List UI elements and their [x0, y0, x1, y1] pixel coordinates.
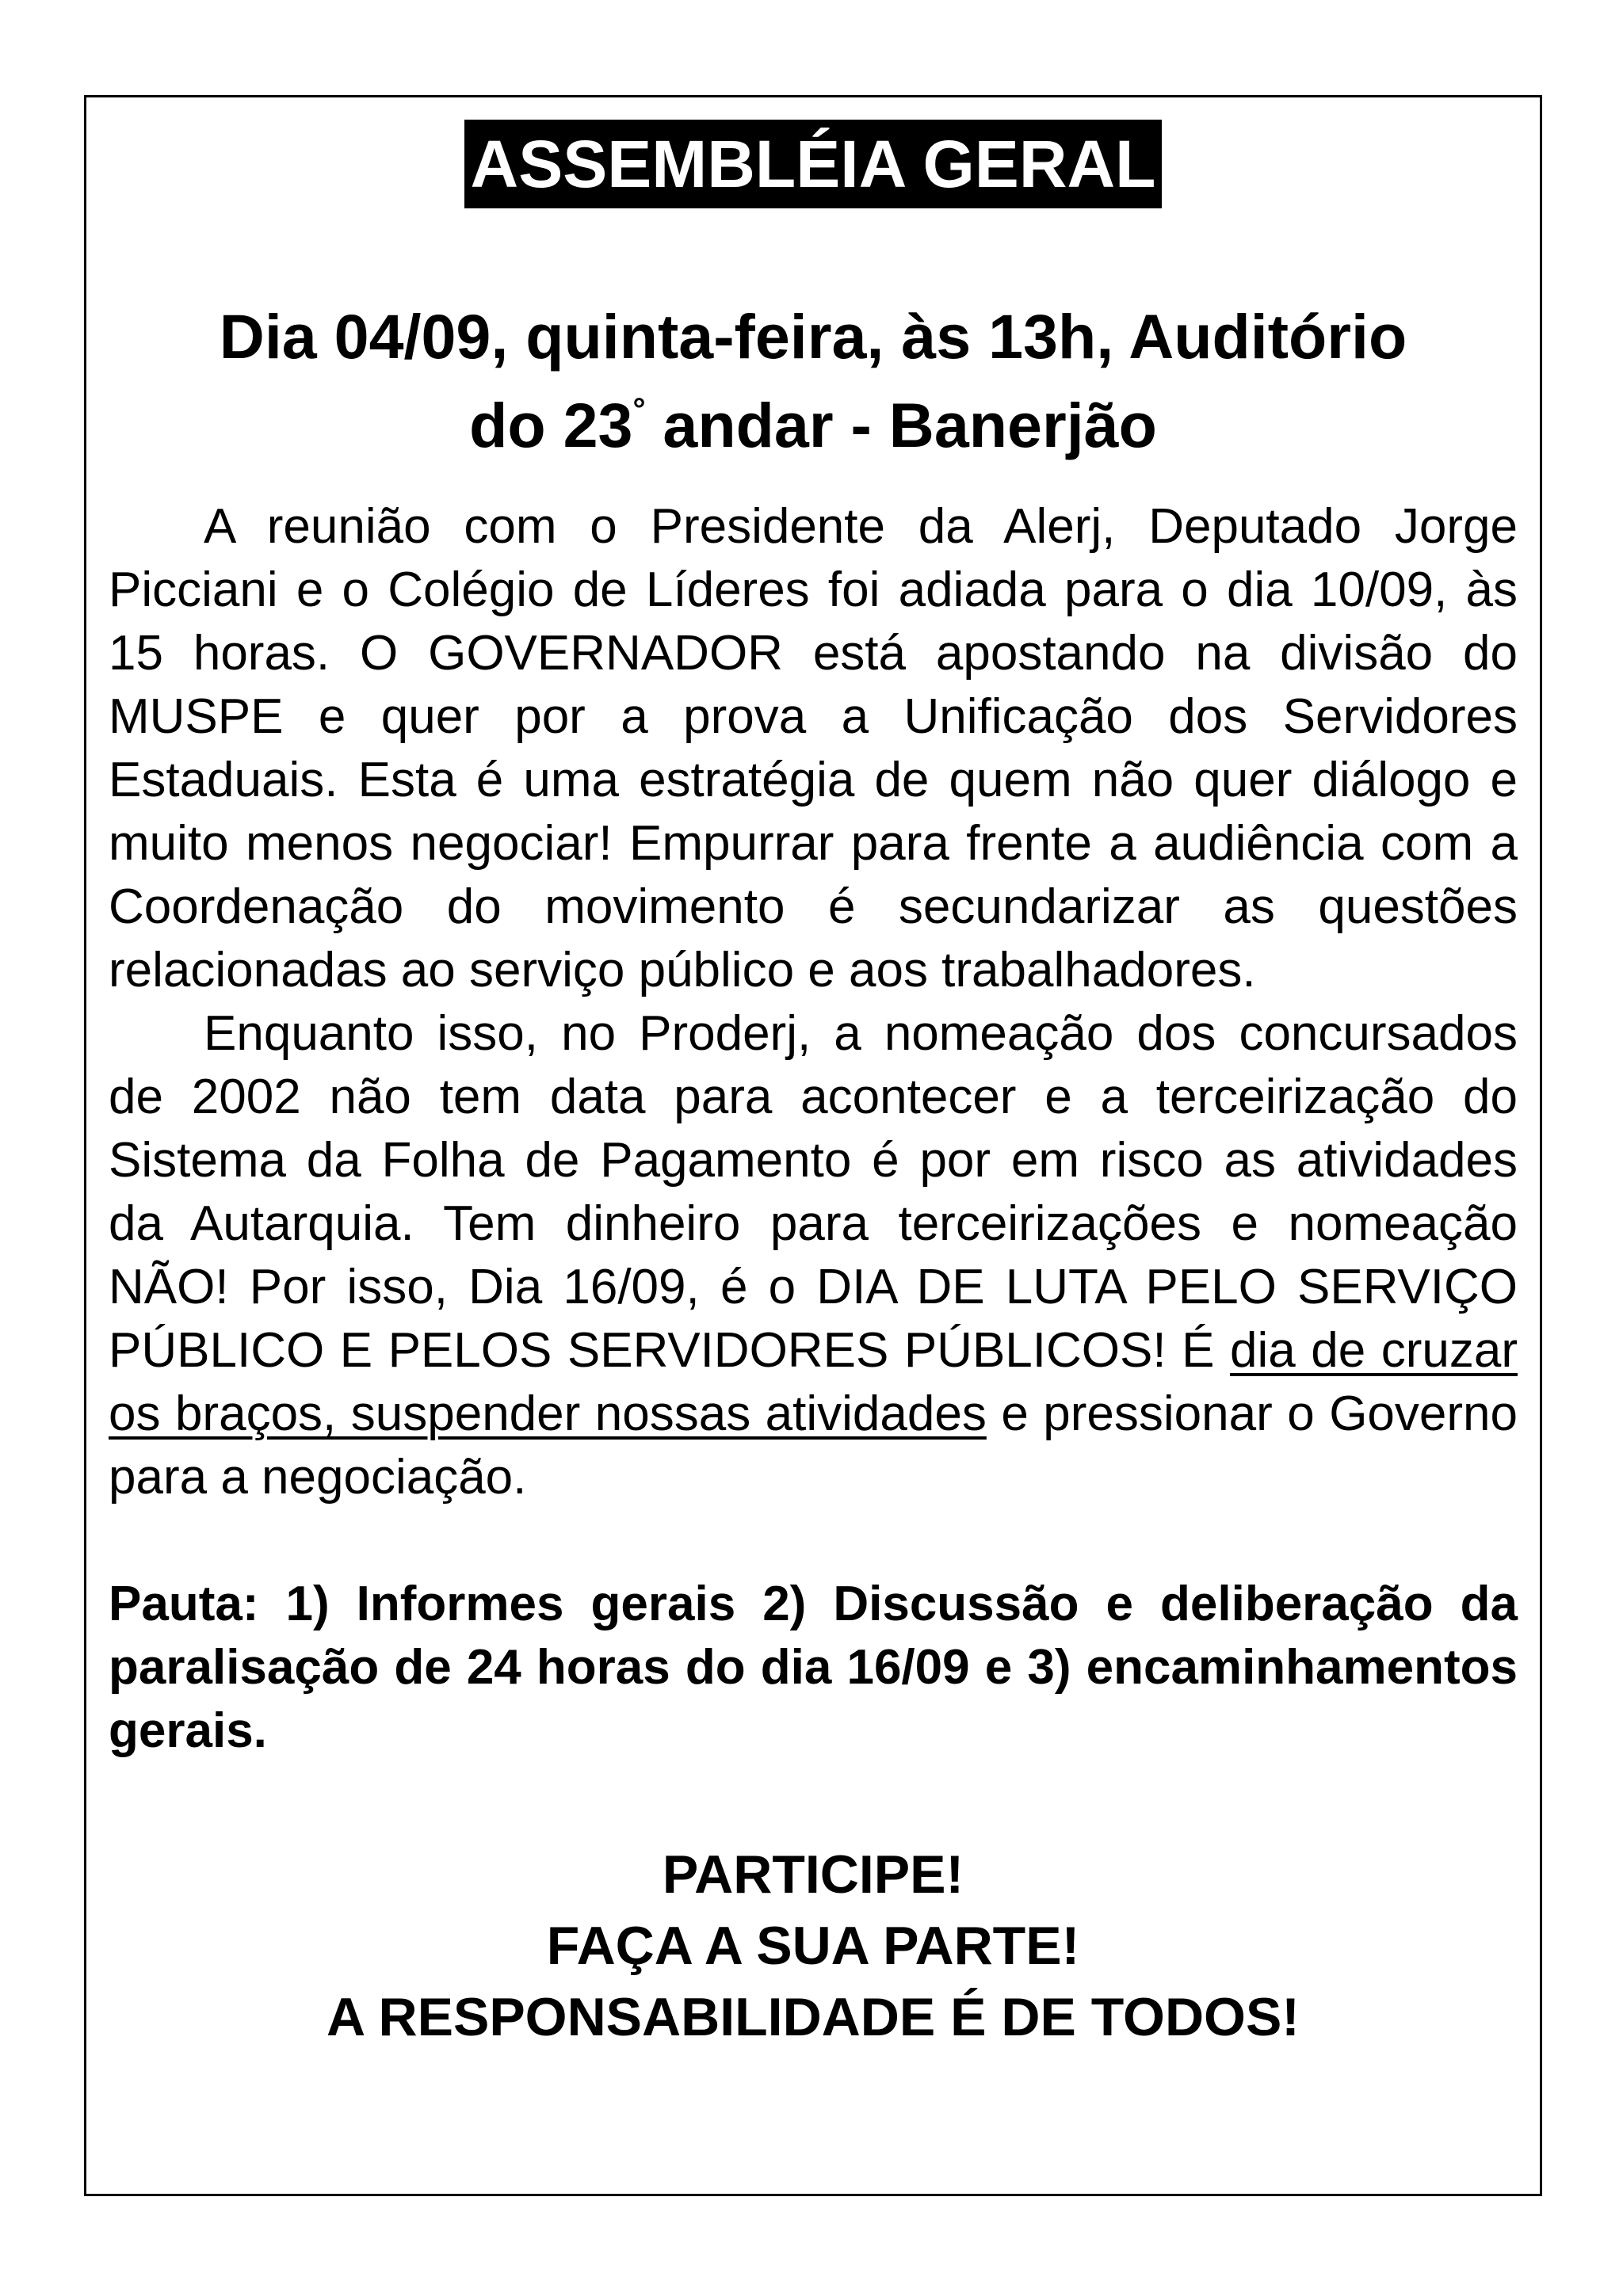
agenda: Pauta: 1) Informes gerais 2) Discussão e deliberação da paralisação de 24 horas do dia 16/09 e 3) encaminhamentos gerais. — [109, 1577, 1518, 1758]
paragraph-2-before: Enquanto isso, no Proderj, a nomeação dos concursados de 2002 não tem data para acontecer e a terceirização do Sistema da Folha de Pagamento é por em risco as atividades da Autarquia. Tem dinheiro para terceirizações e nomeação NÃO! Por isso, Dia 16/09, é o DIA DE LUTA PELO SERVIÇO PÚBLICO E PELOS SERVIDORES PÚBLICOS! É — [109, 1006, 1518, 1378]
body-text — [109, 495, 1518, 1509]
degree-symbol: ° — [632, 392, 646, 427]
page-title: ASSEMBLÉIA GERAL — [464, 120, 1163, 208]
paragraph-1: A reunião com o Presidente da Alerj, Deputado Jorge Picciani e o Colégio de Líderes foi adiada para o dia 10/09, às 15 horas. O GOVERNADOR está apostando na divisão do MUSPE e quer por a prova a Unificação dos Servidores Estaduais. Esta é uma estratégia de quem não quer diálogo e muito menos negociar! Empurrar para frente a audiência com a Coordenação do movimento é secundarizar as questões relacionadas ao serviço público e aos trabalhadores. — [109, 499, 1518, 997]
closing-line-3: A RESPONSABILIDADE É DE TODOS! — [327, 1987, 1300, 2047]
paragraph-2-after: e pressionar o Governo para a negociação. — [109, 1386, 1518, 1505]
paragraph-2-underlined: dia de cruzar os braços, suspender nossas atividades — [109, 1323, 1518, 1441]
meeting-line-2-prefix: do 23 — [469, 390, 633, 460]
paragraph-2 — [109, 1002, 1518, 1509]
closing-call — [109, 1839, 1518, 2053]
closing-line-1: PARTICIPE! — [662, 1844, 964, 1905]
document-frame — [84, 95, 1542, 2196]
meeting-line-2 — [109, 381, 1518, 470]
title-block — [109, 120, 1518, 208]
meeting-line-2-suffix: andar - Banerjão — [645, 390, 1157, 460]
meeting-info — [109, 292, 1518, 470]
closing-line-2: FAÇA A SUA PARTE! — [546, 1916, 1080, 1976]
meeting-line-1: Dia 04/09, quinta-feira, às 13h, Auditório — [219, 301, 1407, 372]
